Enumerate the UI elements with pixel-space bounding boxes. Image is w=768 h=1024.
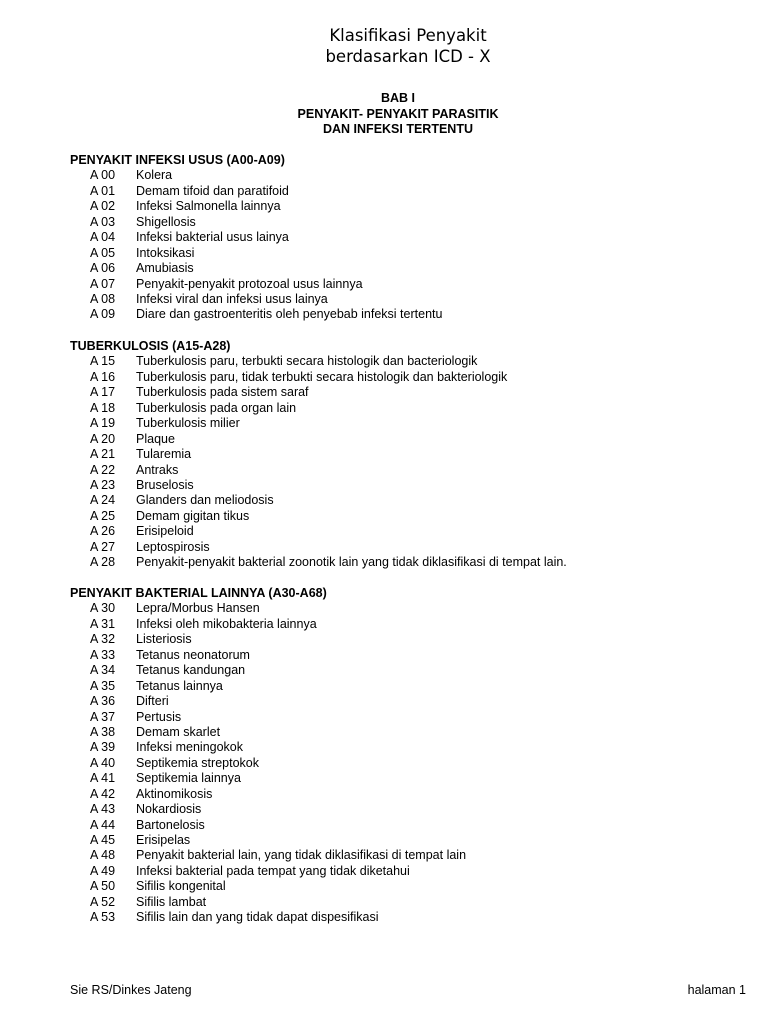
list-item (70, 663, 730, 678)
disease-name: Tetanus lainnya (136, 678, 223, 693)
icd-code: A 38 (90, 724, 116, 739)
section-2 (70, 339, 730, 571)
list-item (70, 555, 730, 570)
icd-code: A 03 (90, 214, 116, 229)
chapter-title-line2: DAN INFEKSI TERTENTU (323, 122, 473, 136)
disease-name: Listeriosis (136, 632, 192, 647)
list-item (70, 307, 730, 322)
list-item (70, 261, 730, 276)
icd-code: A 25 (90, 508, 116, 523)
disease-name: Demam skarlet (136, 724, 221, 739)
list-item (70, 818, 730, 833)
list-item (70, 895, 730, 910)
list-item (70, 648, 730, 663)
icd-code: A 42 (90, 786, 116, 801)
list-item (70, 632, 730, 647)
list-item (70, 509, 730, 524)
disease-name: Septikemia streptokok (136, 755, 259, 770)
icd-code: A 09 (90, 307, 116, 322)
icd-code: A 23 (90, 477, 116, 492)
icd-code: A 44 (90, 817, 116, 832)
icd-code: A 48 (90, 848, 116, 863)
list-item (70, 787, 730, 802)
disease-name: Septikemia lainnya (136, 771, 241, 786)
icd-code: A 00 (90, 168, 116, 183)
list-item (70, 493, 730, 508)
disease-name: Plaque (136, 431, 175, 446)
icd-code: A 22 (90, 462, 116, 477)
chapter-title-line1: PENYAKIT- PENYAKIT PARASITIK (297, 107, 499, 121)
document-title-line2: berdasarkan ICD - X (325, 47, 491, 66)
icd-code: A 04 (90, 230, 116, 245)
list-item (70, 725, 730, 740)
disease-name: Tuberkulosis paru, tidak terbukti secara histologik dan bakteriologik (136, 369, 508, 384)
list-item (70, 694, 730, 709)
icd-code: A 35 (90, 678, 116, 693)
icd-code: A 19 (90, 416, 116, 431)
list-item (70, 215, 730, 230)
disease-name: Nokardiosis (136, 802, 202, 817)
icd-code: A 18 (90, 400, 116, 415)
list-item (70, 879, 730, 894)
icd-code: A 53 (90, 910, 116, 925)
icd-code: A 07 (90, 276, 116, 291)
icd-code: A 27 (90, 539, 116, 554)
list-item (70, 756, 730, 771)
icd-code: A 32 (90, 632, 116, 647)
list-item (70, 354, 730, 369)
icd-code: A 41 (90, 771, 116, 786)
list-item (70, 710, 730, 725)
list-item (70, 370, 730, 385)
disease-name: Lepra/Morbus Hansen (136, 601, 260, 616)
icd-code: A 05 (90, 245, 116, 260)
disease-name: Tularemia (136, 447, 192, 462)
disease-name: Infeksi viral dan infeksi usus lainya (136, 291, 328, 306)
disease-name: Infeksi Salmonella lainnya (136, 199, 281, 214)
list-item (70, 910, 730, 925)
disease-name: Aktinomikosis (136, 786, 213, 801)
list-item (70, 385, 730, 400)
list-item (70, 848, 730, 863)
icd-code: A 24 (90, 493, 116, 508)
icd-code: A 15 (90, 354, 116, 369)
disease-name: Tetanus kandungan (136, 663, 246, 678)
disease-name: Infeksi bakterial pada tempat yang tidak diketahui (136, 863, 410, 878)
disease-name: Sifilis lambat (136, 894, 207, 909)
list-item (70, 447, 730, 462)
icd-code: A 52 (90, 894, 116, 909)
icd-code: A 36 (90, 694, 116, 709)
list-item (70, 246, 730, 261)
list-item (70, 416, 730, 431)
list-item (70, 771, 730, 786)
icd-code: A 16 (90, 369, 116, 384)
list-item (70, 802, 730, 817)
disease-name: Penyakit-penyakit bakterial zoonotik lain yang tidak diklasifikasi di tempat lain. (136, 555, 567, 570)
icd-code: A 40 (90, 755, 116, 770)
icd-code: A 34 (90, 663, 116, 678)
disease-name: Antraks (136, 462, 179, 477)
list-item (70, 184, 730, 199)
icd-code: A 37 (90, 709, 116, 724)
list-item (70, 168, 730, 183)
list-item (70, 432, 730, 447)
icd-code: A 20 (90, 431, 116, 446)
section-3 (70, 586, 730, 926)
icd-code: A 30 (90, 601, 116, 616)
list-item (70, 199, 730, 214)
list-item (70, 292, 730, 307)
disease-name: Difteri (136, 694, 169, 709)
icd-code: A 39 (90, 740, 116, 755)
list-item (70, 401, 730, 416)
disease-name: Tuberkulosis pada organ lain (136, 400, 297, 415)
disease-name: Penyakit bakterial lain, yang tidak diklasifikasi di tempat lain (136, 848, 467, 863)
section-heading: PENYAKIT BAKTERIAL LAINNYA (A30-A68) (70, 586, 327, 600)
disease-name: Tuberkulosis pada sistem saraf (136, 385, 309, 400)
list-item (70, 833, 730, 848)
icd-code: A 08 (90, 291, 116, 306)
disease-name: Intoksikasi (136, 245, 195, 260)
disease-name: Shigellosis (136, 214, 196, 229)
footer-page-number: halaman 1 (687, 983, 746, 997)
disease-name: Leptospirosis (136, 539, 210, 554)
disease-name: Penyakit-penyakit protozoal usus lainnya (136, 276, 363, 291)
footer-left: Sie RS/Dinkes Jateng (70, 983, 192, 997)
list-item (70, 617, 730, 632)
icd-code: A 33 (90, 647, 116, 662)
disease-name: Amubiasis (136, 261, 194, 276)
list-item (70, 601, 730, 616)
icd-code: A 50 (90, 879, 116, 894)
disease-name: Infeksi oleh mikobakteria lainnya (136, 616, 317, 631)
disease-name: Sifilis kongenital (136, 879, 226, 894)
disease-name: Diare dan gastroenteritis oleh penyebab infeksi tertentu (136, 307, 443, 322)
disease-name: Tuberkulosis milier (136, 416, 240, 431)
icd-code: A 02 (90, 199, 116, 214)
icd-code: A 49 (90, 863, 116, 878)
list-item (70, 679, 730, 694)
list-item (70, 740, 730, 755)
disease-name: Infeksi bakterial usus lainya (136, 230, 289, 245)
icd-code: A 21 (90, 447, 116, 462)
list-item (70, 230, 730, 245)
list-item (70, 864, 730, 879)
disease-name: Infeksi meningokok (136, 740, 244, 755)
disease-name: Demam tifoid dan paratifoid (136, 183, 289, 198)
icd-code: A 43 (90, 802, 116, 817)
section-heading: PENYAKIT INFEKSI USUS (A00-A09) (70, 153, 285, 167)
chapter-label: BAB I (380, 91, 416, 105)
list-item (70, 524, 730, 539)
list-item (70, 277, 730, 292)
disease-name: Glanders dan meliodosis (136, 493, 274, 508)
icd-code: A 17 (90, 385, 116, 400)
section-heading: TUBERKULOSIS (A15-A28) (70, 339, 231, 353)
disease-name: Bruselosis (136, 477, 194, 492)
icd-code: A 28 (90, 555, 116, 570)
list-item (70, 540, 730, 555)
list-item (70, 478, 730, 493)
icd-code: A 26 (90, 524, 116, 539)
disease-name: Sifilis lain dan yang tidak dapat dispesifikasi (136, 910, 379, 925)
icd-code: A 31 (90, 616, 116, 631)
icd-code: A 45 (90, 833, 116, 847)
section-1 (70, 153, 730, 323)
disease-name: Erisipeloid (136, 524, 194, 539)
icd-code: A 06 (90, 261, 116, 276)
document-title-line1: Klasifikasi Penyakit (329, 26, 487, 45)
icd-code: A 01 (90, 183, 116, 198)
disease-name: Pertusis (136, 709, 182, 724)
disease-name: Tuberkulosis paru, terbukti secara histologik dan bacteriologik (136, 354, 478, 369)
disease-name: Kolera (136, 168, 173, 183)
disease-name: Tetanus neonatorum (136, 647, 250, 662)
disease-name: Bartonelosis (136, 817, 205, 832)
list-item (70, 463, 730, 478)
disease-name: Erisipelas (136, 833, 191, 847)
disease-name: Demam gigitan tikus (136, 508, 250, 523)
